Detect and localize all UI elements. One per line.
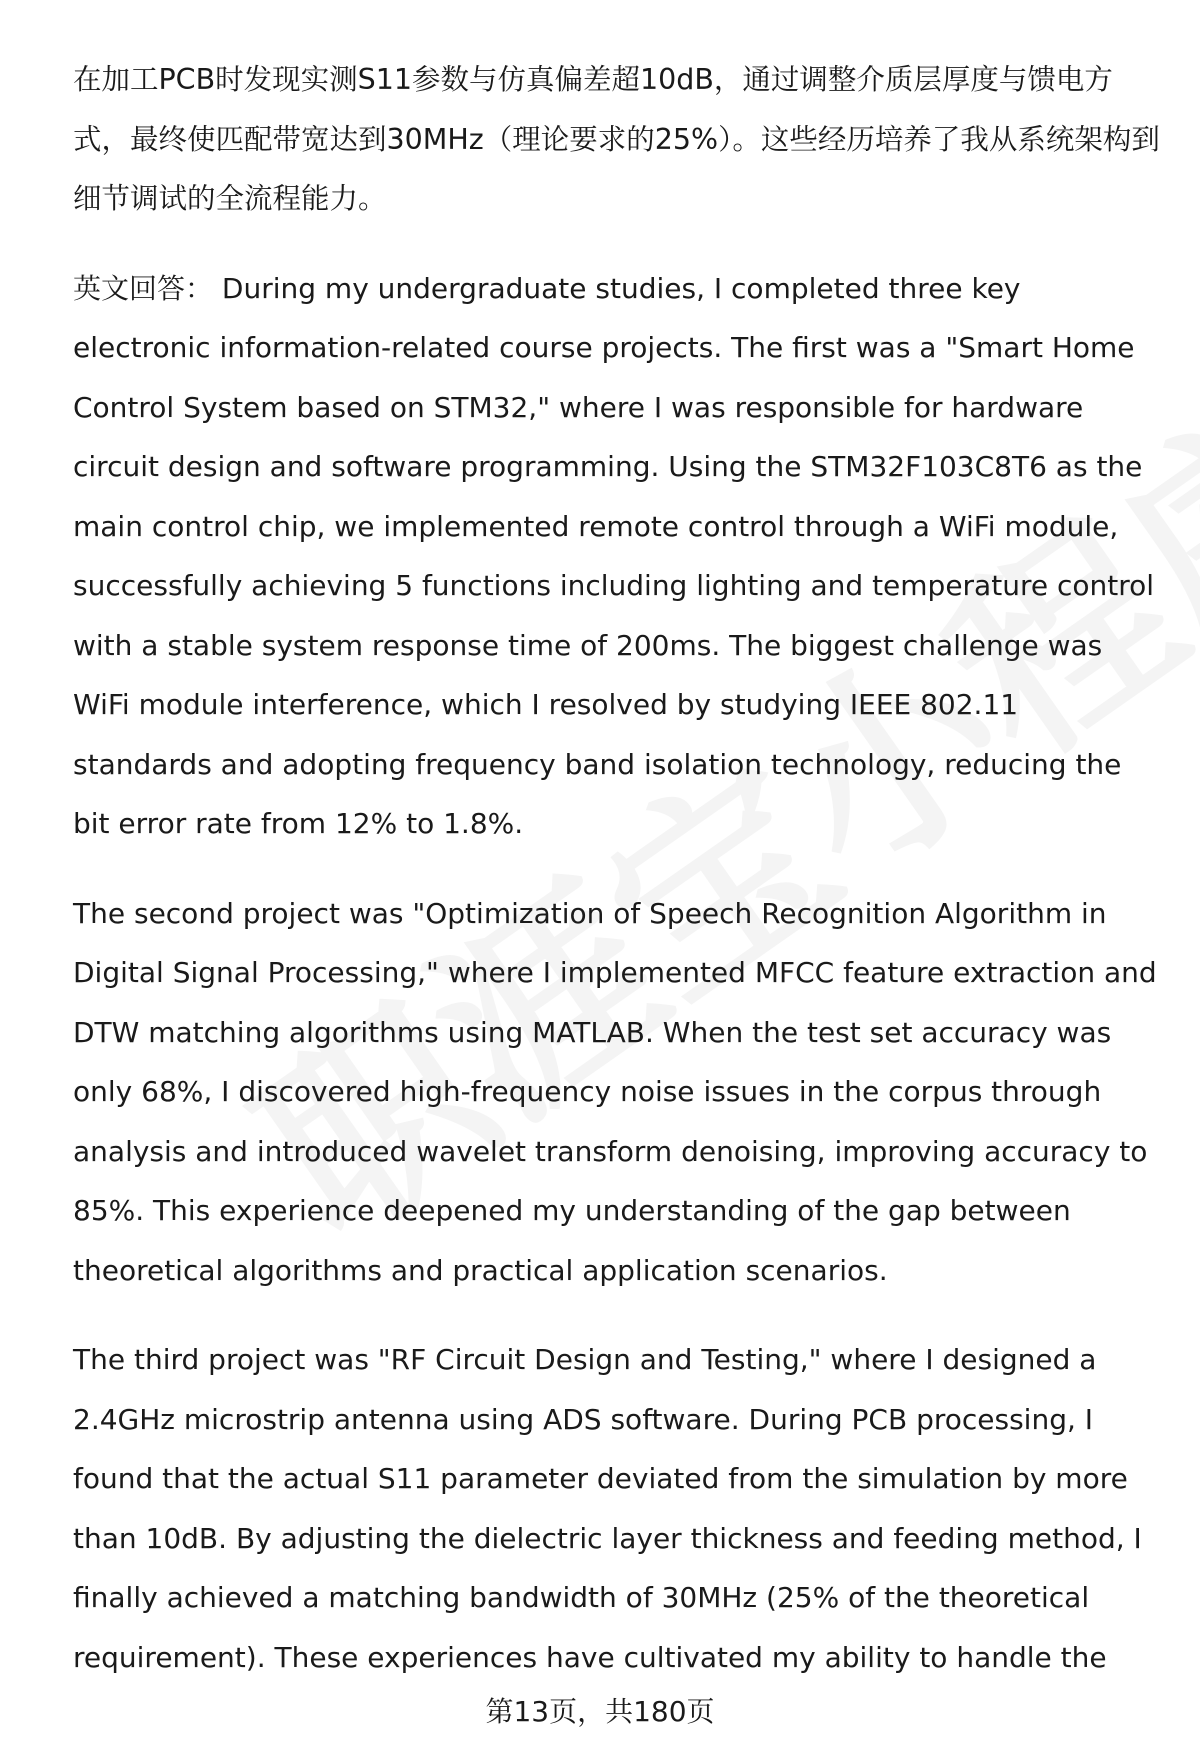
paragraph-chinese-continuation: 在加工PCB时发现实测S11参数与仿真偏差超10dB，通过调整介质层厚度与馈电方式，最终使匹配带宽达到30MHz（理论要求的25%）。这些经历培养了我从系统架构到细节调试的全流程能力。 (73, 63, 1160, 215)
page-number-footer: 第13页，共180页 (485, 1695, 715, 1728)
paragraph-second-project: The second project was "Optimization of Speech Recognition Algorithm in Digital Signal Processing," where I implemented MFCC feature extraction and DTW matching algorithms using MATLAB. When the test set accuracy was only 68%, I discovered high-frequency noise issues in the corpus through analysis and introduced wavelet transform denoising, improving accuracy to 85%. This experience deepened my understanding of the gap between theoretical algorithms and practical application scenarios. (73, 896, 1157, 1287)
paragraph-third-project: The third project was "RF Circuit Design and Testing," where I designed a 2.4GHz microstrip antenna using ADS software. During PCB processing, I found that the actual S11 parameter deviated from the simulation by more than 10dB. By adjusting the dielectric layer thickness and feeding method, I finally achieved a matching bandwidth of 30MHz (25% of the theoretical requirement). These experiences have cultivated my ability to handle the (73, 1343, 1142, 1674)
paragraph-english-answer-intro: 英文回答： During my undergraduate studies, I completed three key electronic information-related course projects. The first was a "Smart Home Control System based on STM32," where I was responsible for hardware circuit design and software programming. Using the STM32F103C8T6 as the main control chip, we implemented remote control through a WiFi module, successfully achieving 5 functions including lighting and temperature control with a stable system response time of 200ms. The biggest challenge was WiFi module interference, which I resolved by studying IEEE 802.11 standards and adopting frequency band isolation technology, reducing the bit error rate from 12% to 1.8%. (73, 271, 1155, 840)
document-body (73, 50, 1163, 1717)
